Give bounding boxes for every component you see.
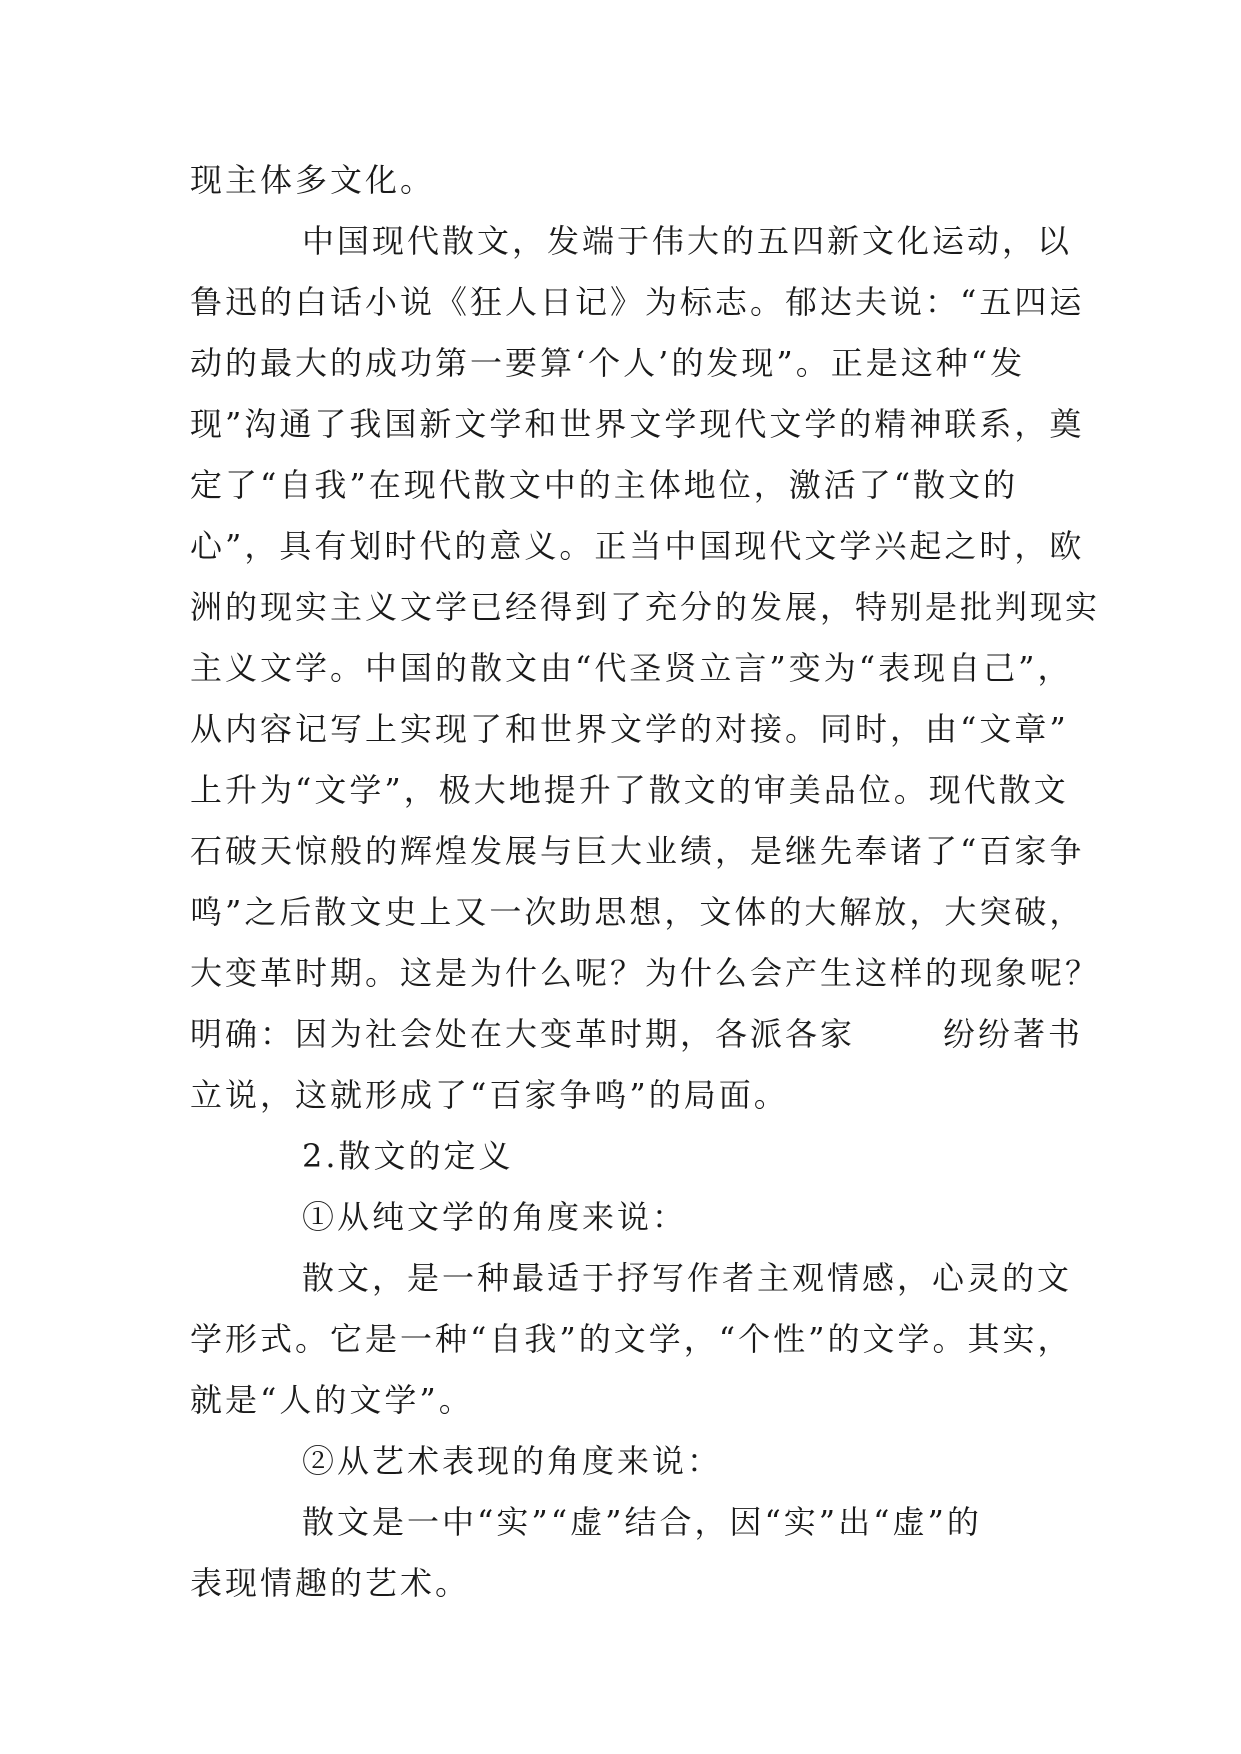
text-line: 鸣”之后散文史上又一次助思想，文体的大解放，大突破， bbox=[190, 893, 1085, 931]
text-line: 主义文学。中国的散文由“代圣贤立言”变为“表现自己”， bbox=[190, 649, 1073, 687]
text-line: 上升为“文学”，极大地提升了散文的审美品位。现代散文 bbox=[190, 771, 1069, 809]
section-heading: 2.散文的定义 bbox=[302, 1137, 514, 1175]
text-line: 现”沟通了我国新文学和世界文学现代文学的精神联系，奠 bbox=[190, 405, 1085, 443]
document-page bbox=[190, 150, 1101, 1614]
text-line: 立说，这就形成了“百家争鸣”的局面。 bbox=[190, 1076, 789, 1114]
text-line: 从内容记写上实现了和世界文学的对接。同时，由“文章” bbox=[190, 710, 1069, 748]
subsection-heading: ①从纯文学的角度来说： bbox=[302, 1198, 688, 1236]
paragraph-start-line: 散文，是一种最适于抒写作者主观情感，心灵的文 bbox=[302, 1259, 1073, 1297]
paragraph-start-line: 中国现代散文，发端于伟大的五四新文化运动，以 bbox=[302, 222, 1073, 260]
text-line: 石破天惊般的辉煌发展与巨大业绩，是继先奉诸了“百家争 bbox=[190, 832, 1085, 870]
text-line: 动的最大的成功第一要算‘个人’的发现”。正是这种“发 bbox=[190, 344, 1026, 382]
text-line: 心”，具有划时代的意义。正当中国现代文学兴起之时，欧 bbox=[190, 527, 1085, 565]
text-line: 表现情趣的艺术。 bbox=[190, 1564, 471, 1602]
text-line: 定了“自我”在现代散文中的主体地位，激活了“散文的 bbox=[190, 466, 1019, 504]
paragraph-start-line: 散文是一中“实”“虚”结合，因“实”出“虚”的 bbox=[302, 1503, 982, 1541]
text-segment: 明确：因为社会处在大变革时期，各派各家 bbox=[190, 1015, 856, 1053]
text-line: 学形式。它是一种“自我”的文学，“个性”的文学。其实， bbox=[190, 1320, 1073, 1358]
text-line: 鲁迅的白话小说《狂人日记》为标志。郁达夫说：“五四运 bbox=[190, 283, 1085, 321]
text-line: 就是“人的文学”。 bbox=[190, 1381, 474, 1419]
subsection-heading: ②从艺术表现的角度来说： bbox=[302, 1442, 723, 1480]
text-segment: 纷纷著书 bbox=[943, 1015, 1084, 1053]
text-line: 大变革时期。这是为什么呢？为什么会产生这样的现象呢？ bbox=[190, 954, 1101, 992]
text-line: 洲的现实主义文学已经得到了充分的发展，特别是批判现实 bbox=[190, 588, 1101, 626]
text-line: 现主体多文化。 bbox=[190, 161, 436, 199]
text-line-with-gap bbox=[190, 1004, 1084, 1065]
